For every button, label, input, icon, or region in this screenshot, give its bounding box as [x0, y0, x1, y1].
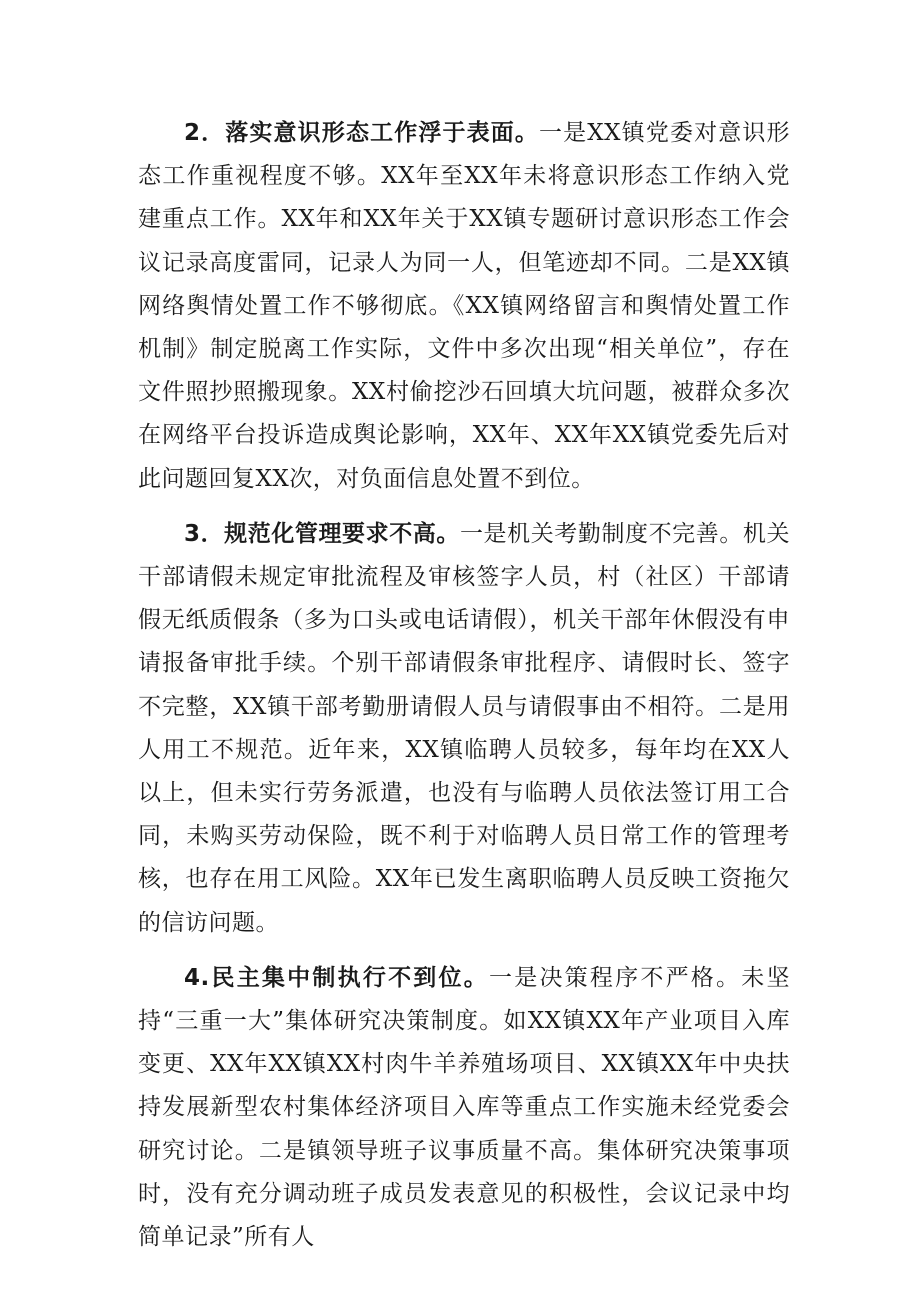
- paragraph-4-body: 一是决策程序不严格。未坚持“三重一大”集体研究决策制度。如XX镇XX年产业项目入库变更、XX年XX镇XX村肉牛羊养殖场项目、XX镇XX年中央扶持发展新型农村集体经济项目入库等重点工作实施未经党委会研究讨论。二是镇领导班子议事质量不高。集体研究决策事项时，没有充分调动班子成员发表意见的积极性，会议记录中均简单记录”所有人: [138, 964, 790, 1251]
- paragraph-4: [138, 957, 790, 1259]
- paragraph-3-body: 一是机关考勤制度不完善。机关干部请假未规定审批流程及审核签字人员，村（社区）干部请假无纸质假条（多为口头或电话请假），机关干部年休假没有申请报备审批手续。个别干部请假条审批程序、请假时长、签字不完整，XX镇干部考勤册请假人员与请假事由不相符。二是用人用工不规范。近年来，XX镇临聘人员较多，每年均在XX人以上，但未实行劳务派遣，也没有与临聘人员依法签订用工合同，未购买劳动保险，既不利于对临聘人员日常工作的管理考核，也存在用工风险。XX年已发生离职临聘人员反映工资拖欠的信访问题。: [138, 520, 791, 936]
- paragraph-3: [138, 513, 790, 945]
- paragraph-2-body: 一是XX镇党委对意识形态工作重视程度不够。XX年至XX年未将意识形态工作纳入党建重点工作。XX年和XX年关于XX镇专题研讨意识形态工作会议记录高度雷同，记录人为同一人，但笔迹却不同。二是XX镇网络舆情处置工作不够彻底。《XX镇网络留言和舆情处置工作机制》制定脱离工作实际，文件中多次出现“相关单位”，存在文件照抄照搬现象。XX村偷挖沙石回填大坑问题，被群众多次在网络平台投诉造成舆论影响，XX年、XX年XX镇党委先后对此问题回复XX次，对负面信息处置不到位。: [138, 120, 790, 492]
- paragraph-4-heading: 4.民主集中制执行不到位。: [184, 964, 489, 991]
- paragraph-3-heading: 3．规范化管理要求不高。: [184, 520, 460, 547]
- paragraph-2-heading: 2．落实意识形态工作浮于表面。: [184, 120, 540, 146]
- paragraph-2: [138, 112, 790, 501]
- document-body: [138, 112, 790, 1271]
